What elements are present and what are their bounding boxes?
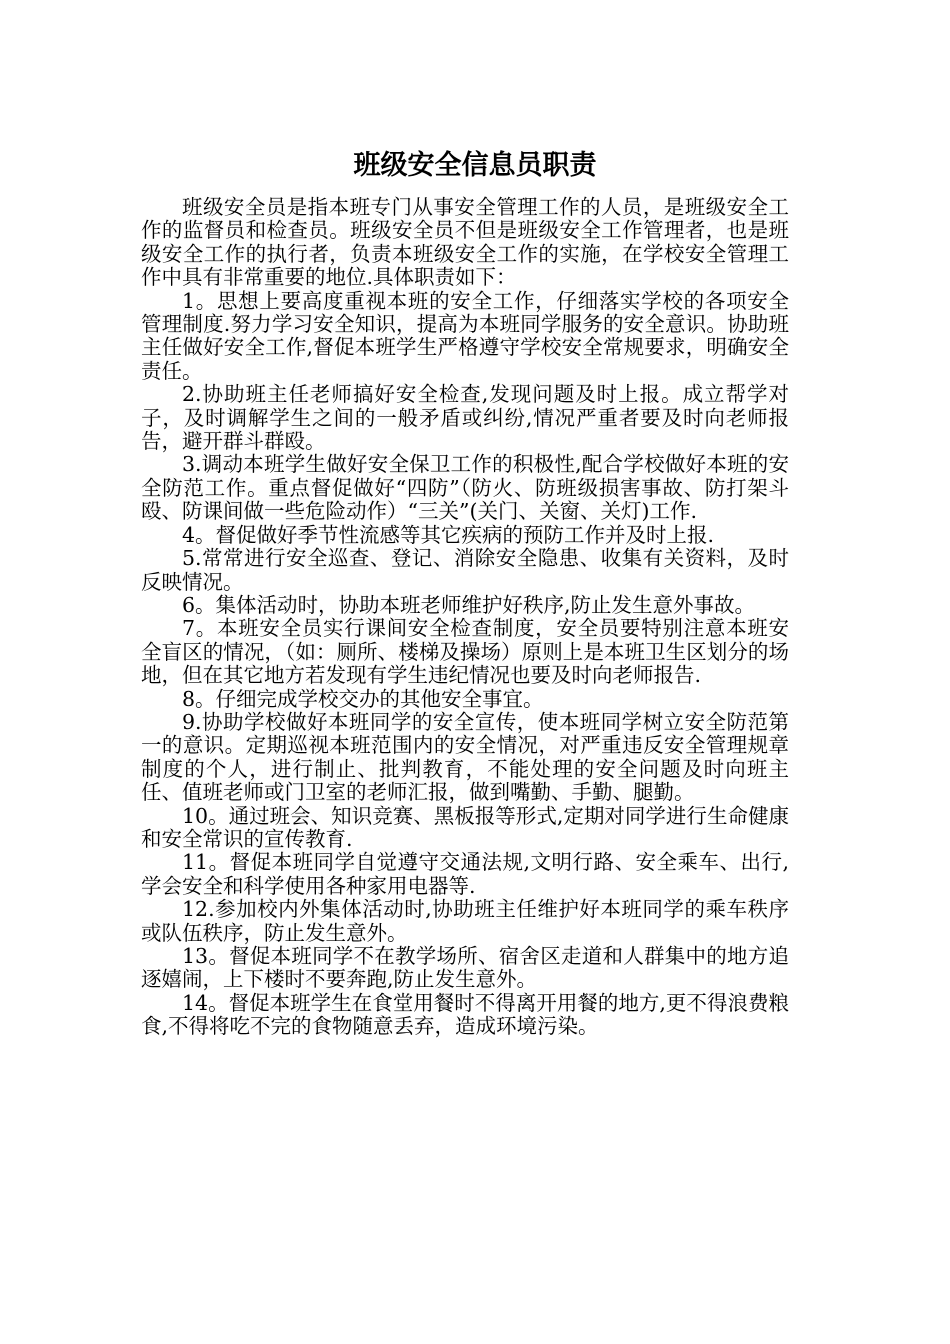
duty-item-5: 5.常常进行安全巡查、登记、消除安全隐患、收集有关资料，及时反映情况。 (141, 546, 789, 594)
duty-item-9: 9.协助学校做好本班同学的安全宣传，使本班同学树立安全防范第一的意识。定期巡视本班范围内的安全情况，对严重违反安全管理规章制度的个人，进行制止、批判教育，不能处理的安全问题及时向班主任、值班老师或门卫室的老师汇报，做到嘴勤、手勤、腿勤。 (141, 709, 789, 805)
duty-item-7: 7。本班安全员实行课间安全检查制度，安全员要特别注意本班安全盲区的情况，（如：厕所、楼梯及操场）原则上是本班卫生区划分的场地，但在其它地方若发现有学生违纪情况也要及时向老师报告. (141, 616, 789, 688)
duty-item-1: 1。思想上要高度重视本班的安全工作，仔细落实学校的各项安全管理制度.努力学习安全知识，提高为本班同学服务的安全意识。协助班主任做好安全工作,督促本班学生严格遵守学校安全常规要求，明确安全责任。 (141, 288, 789, 383)
duty-item-3: 3.调动本班学生做好安全保卫工作的积极性,配合学校做好本班的安全防范工作。重点督促做好“四防”（防火、防班级损害事故、防打架斗殴、防课间做一些危险动作）“三关”(关门、关窗、关灯)工作. (141, 452, 789, 524)
document-body (141, 196, 789, 1039)
duty-item-8: 8。仔细完成学校交办的其他安全事宜。 (182, 686, 544, 711)
duty-item-6: 6。集体活动时，协助本班老师维护好秩序,防止发生意外事故。 (182, 592, 756, 617)
duty-item-13: 13。督促本班同学不在教学场所、宿舍区走道和人群集中的地方追逐嬉闹，上下楼时不要奔跑,防止发生意外。 (141, 944, 789, 992)
document-title: 班级安全信息员职责 (353, 150, 597, 181)
duty-item-10: 10。通过班会、知识竞赛、黑板报等形式,定期对同学进行生命健康和安全常识的宣传教育. (141, 803, 789, 851)
duty-item-14: 14。督促本班学生在食堂用餐时不得离开用餐的地方,更不得浪费粮食,不得将吃不完的食物随意丢弃，造成环境污染。 (141, 990, 789, 1039)
duty-item-11: 11。督促本班同学自觉遵守交通法规,文明行路、安全乘车、出行,学会安全和科学使用各种家用电器等. (141, 850, 789, 898)
duty-item-12: 12.参加校内外集体活动时,协助班主任维护好本班同学的乘车秩序或队伍秩序，防止发生意外。 (141, 897, 789, 945)
duty-item-2: 2.协助班主任老师搞好安全检查,发现问题及时上报。成立帮学对子，及时调解学生之间的一般矛盾或纠纷,情况严重者要及时向老师报告，避开群斗群殴。 (141, 382, 789, 454)
duty-item-4: 4。督促做好季节性流感等其它疾病的预防工作并及时上报. (182, 522, 715, 547)
intro-paragraph: 班级安全员是指本班专门从事安全管理工作的人员，是班级安全工作的监督员和检查员。班级安全员不但是班级安全工作管理者，也是班级安全工作的执行者，负责本班级安全工作的实施，在学校安全管理工作中具有非常重要的地位.具体职责如下： (141, 195, 789, 290)
